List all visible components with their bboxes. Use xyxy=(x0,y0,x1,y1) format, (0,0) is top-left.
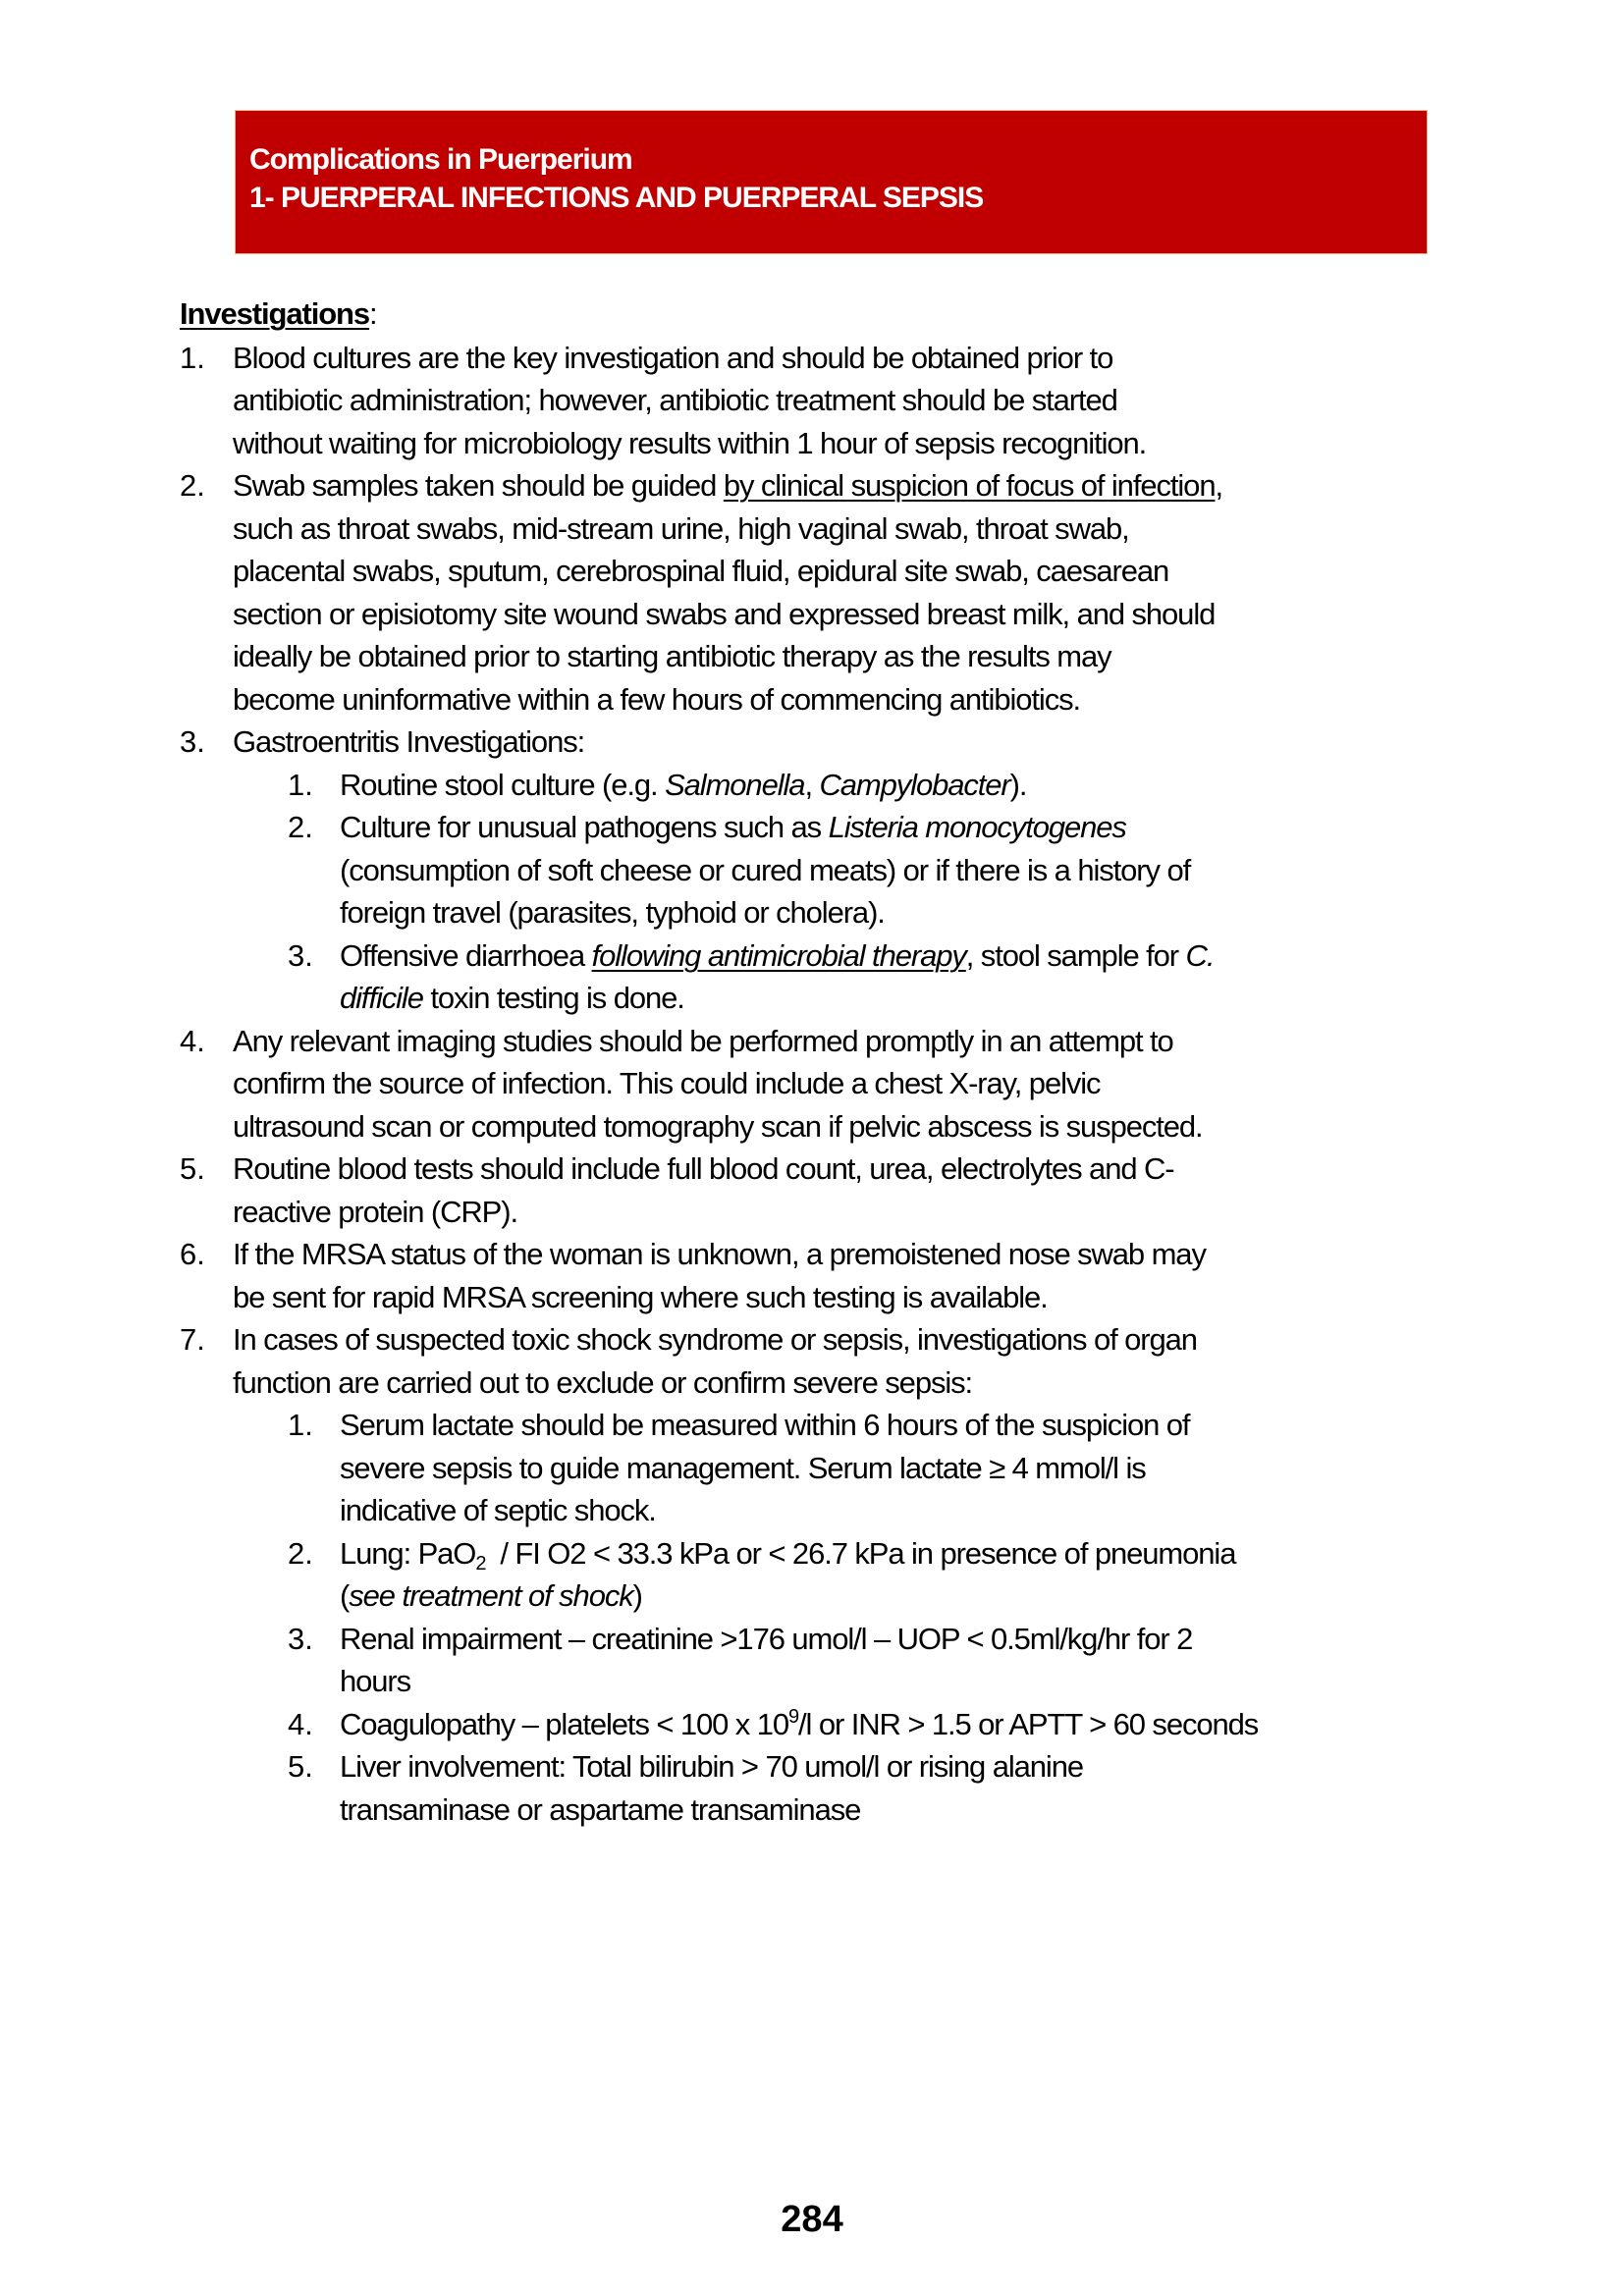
sublist-number: 2. xyxy=(288,1536,313,1571)
sublist-item-line: transaminase or aspartame transaminase xyxy=(340,1792,861,1827)
sublist-number: 3. xyxy=(288,1622,313,1656)
italic-text: Campylobacter xyxy=(819,768,1010,802)
list-item-line: placental swabs, sputum, cerebrospinal fluid, epidural site swab, caesarean xyxy=(233,554,1169,588)
list-item-line: Any relevant imaging studies should be performed promptly in an attempt to xyxy=(233,1024,1173,1058)
underlined-italic-text: following antimicrobial therapy xyxy=(591,938,966,973)
list-item-line: ultrasound scan or computed tomography scan if pelvic abscess is suspected. xyxy=(233,1109,1203,1144)
list-item-line: Blood cultures are the key investigation and should be obtained prior to xyxy=(233,341,1113,375)
list-item-line: Routine blood tests should include full blood count, urea, electrolytes and C- xyxy=(233,1151,1174,1186)
list-number: 6. xyxy=(180,1237,205,1271)
list-item-line: Gastroentritis Investigations: xyxy=(233,724,585,759)
text-segment: Offensive diarrhoea xyxy=(340,938,592,973)
chapter-header-banner xyxy=(235,110,1428,254)
list-item-line: function are carried out to exclude or confirm severe sepsis: xyxy=(233,1365,973,1400)
sublist-item-line: foreign travel (parasites, typhoid or cholera). xyxy=(340,895,885,930)
sublist-item-line xyxy=(340,1705,1258,1744)
italic-text: Listeria monocytogenes xyxy=(828,810,1126,844)
list-item-line: confirm the source of infection. This could include a chest X-ray, pelvic xyxy=(233,1066,1101,1100)
sublist-item-line: Liver involvement: Total bilirubin > 70 umol/l or rising alanine xyxy=(340,1749,1083,1784)
sublist-item-line xyxy=(340,936,1214,976)
sublist-item-line xyxy=(340,808,1126,847)
list-item-line: without waiting for microbiology results within 1 hour of sepsis recognition. xyxy=(233,426,1147,460)
chapter-title: Complications in Puerperium xyxy=(249,143,632,176)
sublist-number: 2. xyxy=(288,810,313,844)
text-segment: / FI O2 < 33.3 kPa or < 26.7 kPa in presence of pneumonia xyxy=(485,1536,1236,1571)
list-item-line: such as throat swabs, mid-stream urine, high vaginal swab, throat swab, xyxy=(233,511,1129,546)
page-number: 284 xyxy=(781,2199,843,2240)
list-number: 2. xyxy=(180,468,205,503)
investigations-heading xyxy=(180,294,377,334)
text-segment: Culture for unusual pathogens such as xyxy=(340,810,829,844)
text-segment: , xyxy=(1215,468,1222,503)
list-number: 7. xyxy=(180,1322,205,1357)
sublist-item-line: Serum lactate should be measured within 6 hours of the suspicion of xyxy=(340,1408,1190,1442)
list-number: 3. xyxy=(180,724,205,759)
underlined-text: by clinical suspicion of focus of infection xyxy=(723,468,1216,503)
list-item-line: ideally be obtained prior to starting antibiotic therapy as the results may xyxy=(233,639,1111,673)
sublist-item-line: (consumption of soft cheese or cured meats) or if there is a history of xyxy=(340,853,1191,887)
sublist-number: 1. xyxy=(288,768,313,802)
list-item-line xyxy=(233,466,1222,506)
italic-text: see treatment of shock xyxy=(349,1578,633,1613)
sublist-number: 5. xyxy=(288,1749,313,1784)
list-item-line: become uninformative within a few hours of commencing antibiotics. xyxy=(233,682,1081,717)
sublist-item-line: severe sepsis to guide management. Serum lactate ≥ 4 mmol/l is xyxy=(340,1451,1146,1485)
section-title: 1- PUERPERAL INFECTIONS AND PUERPERAL SEPSIS xyxy=(249,182,984,214)
heading-text: Investigations xyxy=(180,296,370,331)
text-segment: toxin testing is done. xyxy=(422,981,684,1015)
list-item-line: be sent for rapid MRSA screening where such testing is available. xyxy=(233,1280,1048,1314)
list-number: 1. xyxy=(180,341,205,375)
text-segment: ). xyxy=(1009,768,1027,802)
italic-text: difficile xyxy=(340,981,423,1015)
sublist-item-line xyxy=(340,979,684,1018)
text-segment: , stool sample for xyxy=(965,938,1186,973)
sublist-item-line: hours xyxy=(340,1664,411,1698)
superscript-text: 9 xyxy=(788,1706,799,1728)
text-segment: Routine stool culture (e.g. xyxy=(340,768,666,802)
sublist-item-line: Renal impairment – creatinine >176 umol/l – UOP < 0.5ml/kg/hr for 2 xyxy=(340,1622,1193,1656)
list-item-line: antibiotic administration; however, antibiotic treatment should be started xyxy=(233,383,1117,417)
text-segment: /l or INR > 1.5 or APTT > 60 seconds xyxy=(798,1707,1259,1741)
list-item-line: section or episiotomy site wound swabs and expressed breast milk, and should xyxy=(233,597,1216,631)
heading-colon: : xyxy=(369,296,377,331)
list-item-line: reactive protein (CRP). xyxy=(233,1195,517,1229)
subscript-text: 2 xyxy=(475,1553,486,1575)
list-item-line: In cases of suspected toxic shock syndrome or sepsis, investigations of organ xyxy=(233,1322,1197,1357)
italic-text: Salmonella xyxy=(665,768,805,802)
sublist-item-line xyxy=(340,1576,642,1616)
sublist-item-line xyxy=(340,766,1026,805)
text-segment: Swab samples taken should be guided xyxy=(233,468,724,503)
text-segment: ) xyxy=(632,1578,642,1613)
sublist-item-line: indicative of septic shock. xyxy=(340,1493,656,1527)
sublist-number: 4. xyxy=(288,1707,313,1741)
italic-text: C. xyxy=(1185,938,1215,973)
text-segment: Coagulopathy – platelets < 100 x 10 xyxy=(340,1707,789,1741)
sublist-number: 3. xyxy=(288,938,313,973)
sublist-number: 1. xyxy=(288,1408,313,1442)
list-number: 5. xyxy=(180,1151,205,1186)
list-number: 4. xyxy=(180,1024,205,1058)
text-segment: ( xyxy=(340,1578,350,1613)
text-segment: , xyxy=(804,768,820,802)
list-item-line: If the MRSA status of the woman is unknown, a premoistened nose swab may xyxy=(233,1237,1206,1271)
text-segment: Lung: PaO xyxy=(340,1536,476,1571)
sublist-item-line xyxy=(340,1534,1235,1574)
